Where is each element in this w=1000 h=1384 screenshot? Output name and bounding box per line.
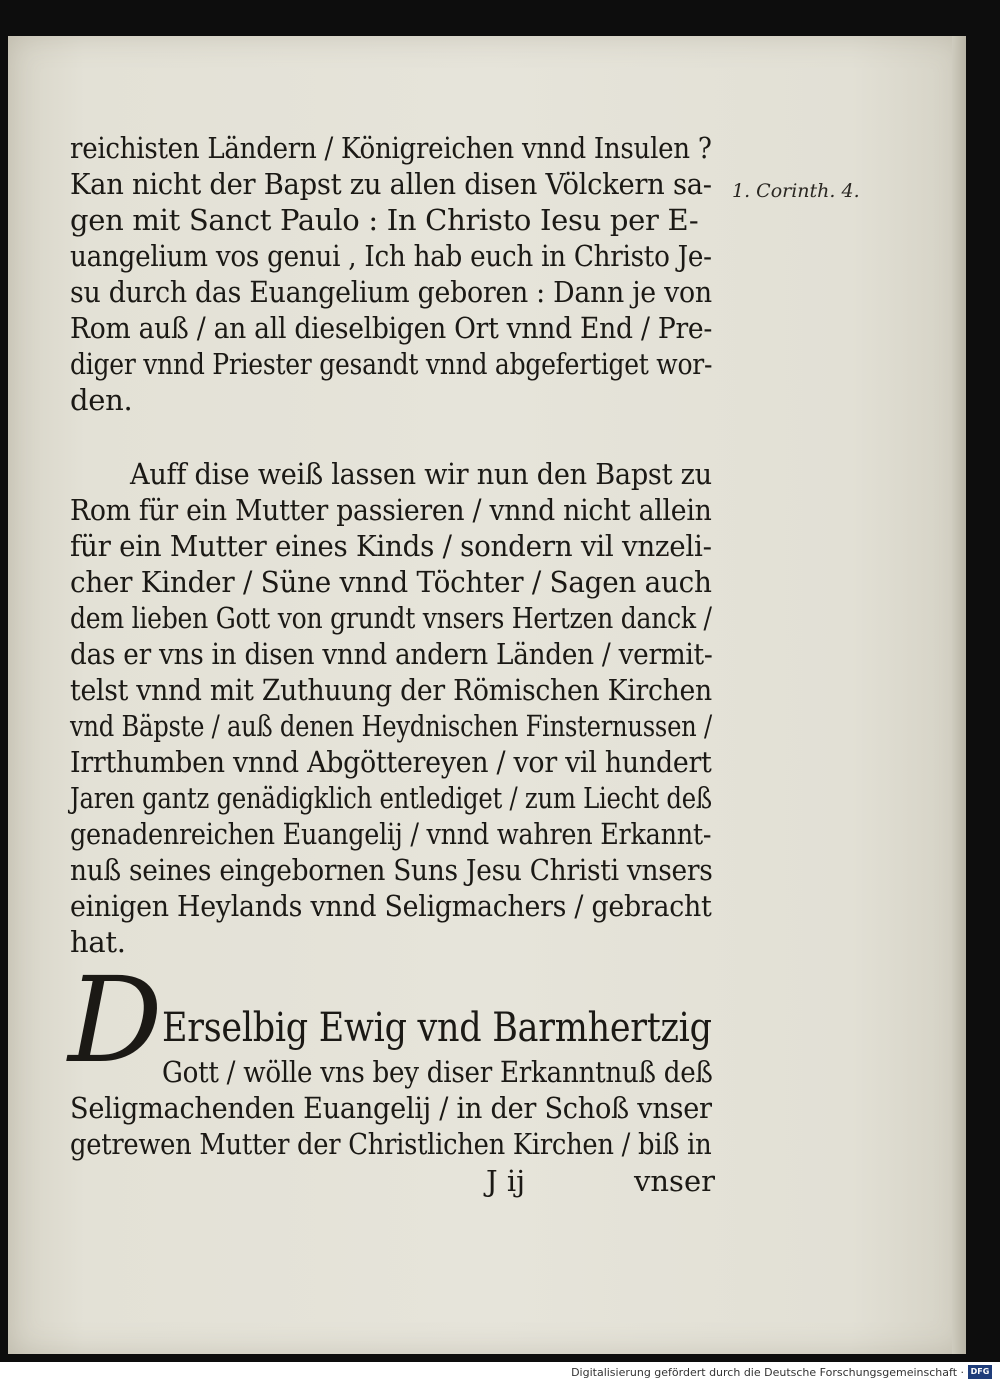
page-edge [952,36,966,1354]
text-line: cher Kinder / Süne vnnd Töchter / Sagen auch [70,565,712,599]
text-line: Gott / wölle vns bey diser Erkanntnuß deß [162,1055,713,1089]
margin-note: 1. Corinth. 4. [732,180,860,202]
text-line: su durch das Euangelium geboren : Dann je von [70,275,712,309]
text-line: reichisten Ländern / Königreichen vnnd Insulen ? [70,131,712,165]
text-line: diger vnnd Priester gesandt vnnd abgefertiget wor- [70,347,713,381]
text-line: genadenreichen Euangelij / vnnd wahren Erkannt- [70,817,712,851]
footer-credit: Digitalisierung gefördert durch die Deutsche Forschungsgemeinschaft · [571,1366,964,1379]
text-line: nuß seines eingebornen Suns Jesu Christi vnsers [70,853,713,887]
text-line: telst vnnd mit Zuthuung der Römischen Kirchen [70,673,712,707]
text-line: vnd Bäpste / auß denen Heydnischen Finsternussen / [70,709,712,743]
text-line: Kan nicht der Bapst zu allen disen Völckern sa- [70,167,712,201]
text-line: Jaren gantz genädigklich entlediget / zum Liecht deß [70,781,712,815]
text-line: Rom auß / an all dieselbigen Ort vnnd End / Pre- [70,311,713,345]
signature-mark: J ij [486,1164,526,1198]
text-line: Seligmachenden Euangelij / in der Schoß vnser [70,1091,712,1125]
text-line: uangelium vos genui , Ich hab euch in Christo Je- [70,239,712,273]
text-line: Erselbig Ewig vnd Barmhertzig [162,1005,712,1051]
text-line: Irrthumben vnnd Abgöttereyen / vor vil hundert [70,745,712,779]
text-line: dem lieben Gott von grundt vnsers Hertzen danck / [70,601,712,635]
text-line: den. [70,383,133,417]
text-line: gen mit Sanct Paulo : In Christo Iesu per E- [70,203,699,237]
text-line: Rom für ein Mutter passieren / vnnd nicht allein [70,493,712,527]
drop-cap: D [68,951,163,1089]
text-line: hat. [70,925,126,959]
footer-bar [0,1362,1000,1384]
text-line: getrewen Mutter der Christlichen Kirchen / biß in [70,1127,712,1161]
text-line: Auff dise weiß lassen wir nun den Bapst zu [130,457,712,491]
catchword: vnser [634,1164,715,1198]
text-line: für ein Mutter eines Kinds / sondern vil vnzeli- [70,529,712,563]
text-line: das er vns in disen vnnd andern Länden / vermit- [70,637,713,671]
text-line: einigen Heylands vnnd Seligmachers / gebracht [70,889,712,923]
dfg-logo: DFG [968,1365,992,1379]
